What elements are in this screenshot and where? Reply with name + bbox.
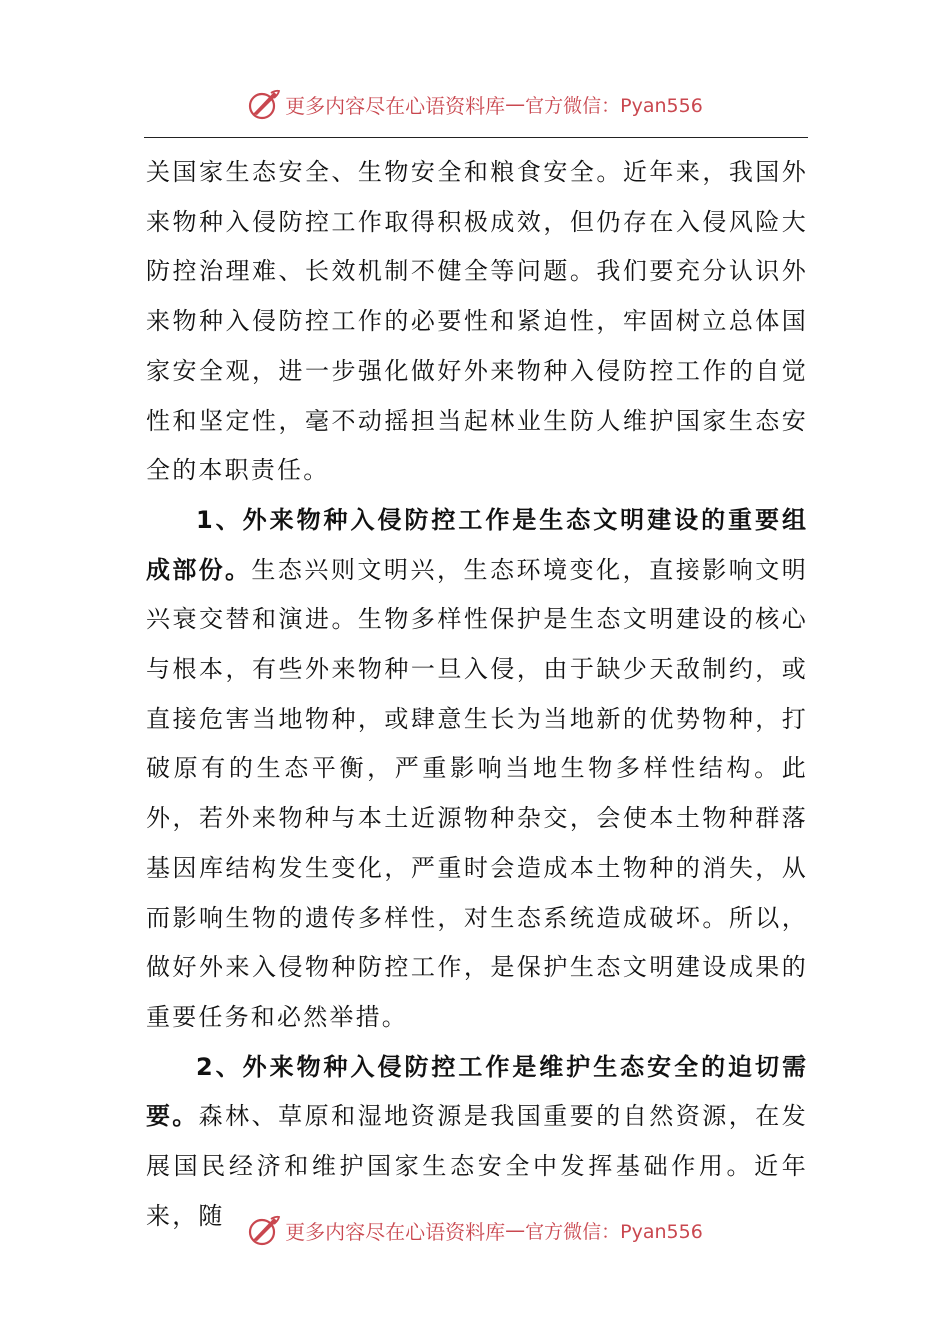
footer-banner xyxy=(0,1210,950,1250)
paragraph-intro xyxy=(146,148,808,496)
banner-separator: — xyxy=(505,1218,526,1242)
header-divider xyxy=(144,137,808,138)
header-banner xyxy=(0,84,950,124)
document-body xyxy=(146,148,808,1241)
banner-site-text: 更多内容尽在心语资料库 xyxy=(285,1219,506,1244)
quill-pen-icon xyxy=(247,1213,281,1247)
paragraph-text: 森林、草原和湿地资源是我国重要的自然资源，在发展国民经济和维护国家生态安全中发挥基础作用。近年来，随 xyxy=(146,1102,808,1230)
banner-wechat-text: 官方微信：Pyan556 xyxy=(525,1220,703,1243)
section-heading: 2、外来物种入侵防控工作是维护生态安全的迫切需要。 xyxy=(146,1052,808,1131)
paragraph-text: 生态兴则文明兴，生态环境变化，直接影响文明兴衰交替和演进。生物多样性保护是生态文明建设的核心与根本，有些外来物种一旦入侵，由于缺少天敌制约，或直接危害当地物种，或肆意生长为当地新的优势物种，打破原有的生态平衡，严重影响当地生物多样性结构。此外，若外来物种与本土近源物种杂交，会使本土物种群落基因库结构发生变化，严重时会造成本土物种的消失，从而影响生物的遗传多样性，对生态系统造成破坏。所以，做好外来入侵物种防控工作，是保护生态文明建设成果的重要任务和必然举措。 xyxy=(146,555,809,1031)
paragraph-text: 关国家生态安全、生物安全和粮食安全。近年来，我国外来物种入侵防控工作取得积极成效，但仍存在入侵风险大防控治理难、长效机制不健全等问题。我们要充分认识外来物种入侵防控工作的必要性和紧迫性，牢固树立总体国家安全观，进一步强化做好外来物种入侵防控工作的自觉性和坚定性，毫不动摇担当起林业生防人维护国家生态安全的本职责任。 xyxy=(146,158,808,485)
quill-pen-icon xyxy=(247,87,281,121)
section-heading: 1、外来物种入侵防控工作是生态文明建设的重要组成部份。 xyxy=(146,505,808,584)
paragraph-section-1 xyxy=(146,496,808,1043)
banner-separator: — xyxy=(505,92,526,116)
banner-wechat-text: 官方微信：Pyan556 xyxy=(525,94,703,117)
banner-site-text: 更多内容尽在心语资料库 xyxy=(285,93,506,118)
